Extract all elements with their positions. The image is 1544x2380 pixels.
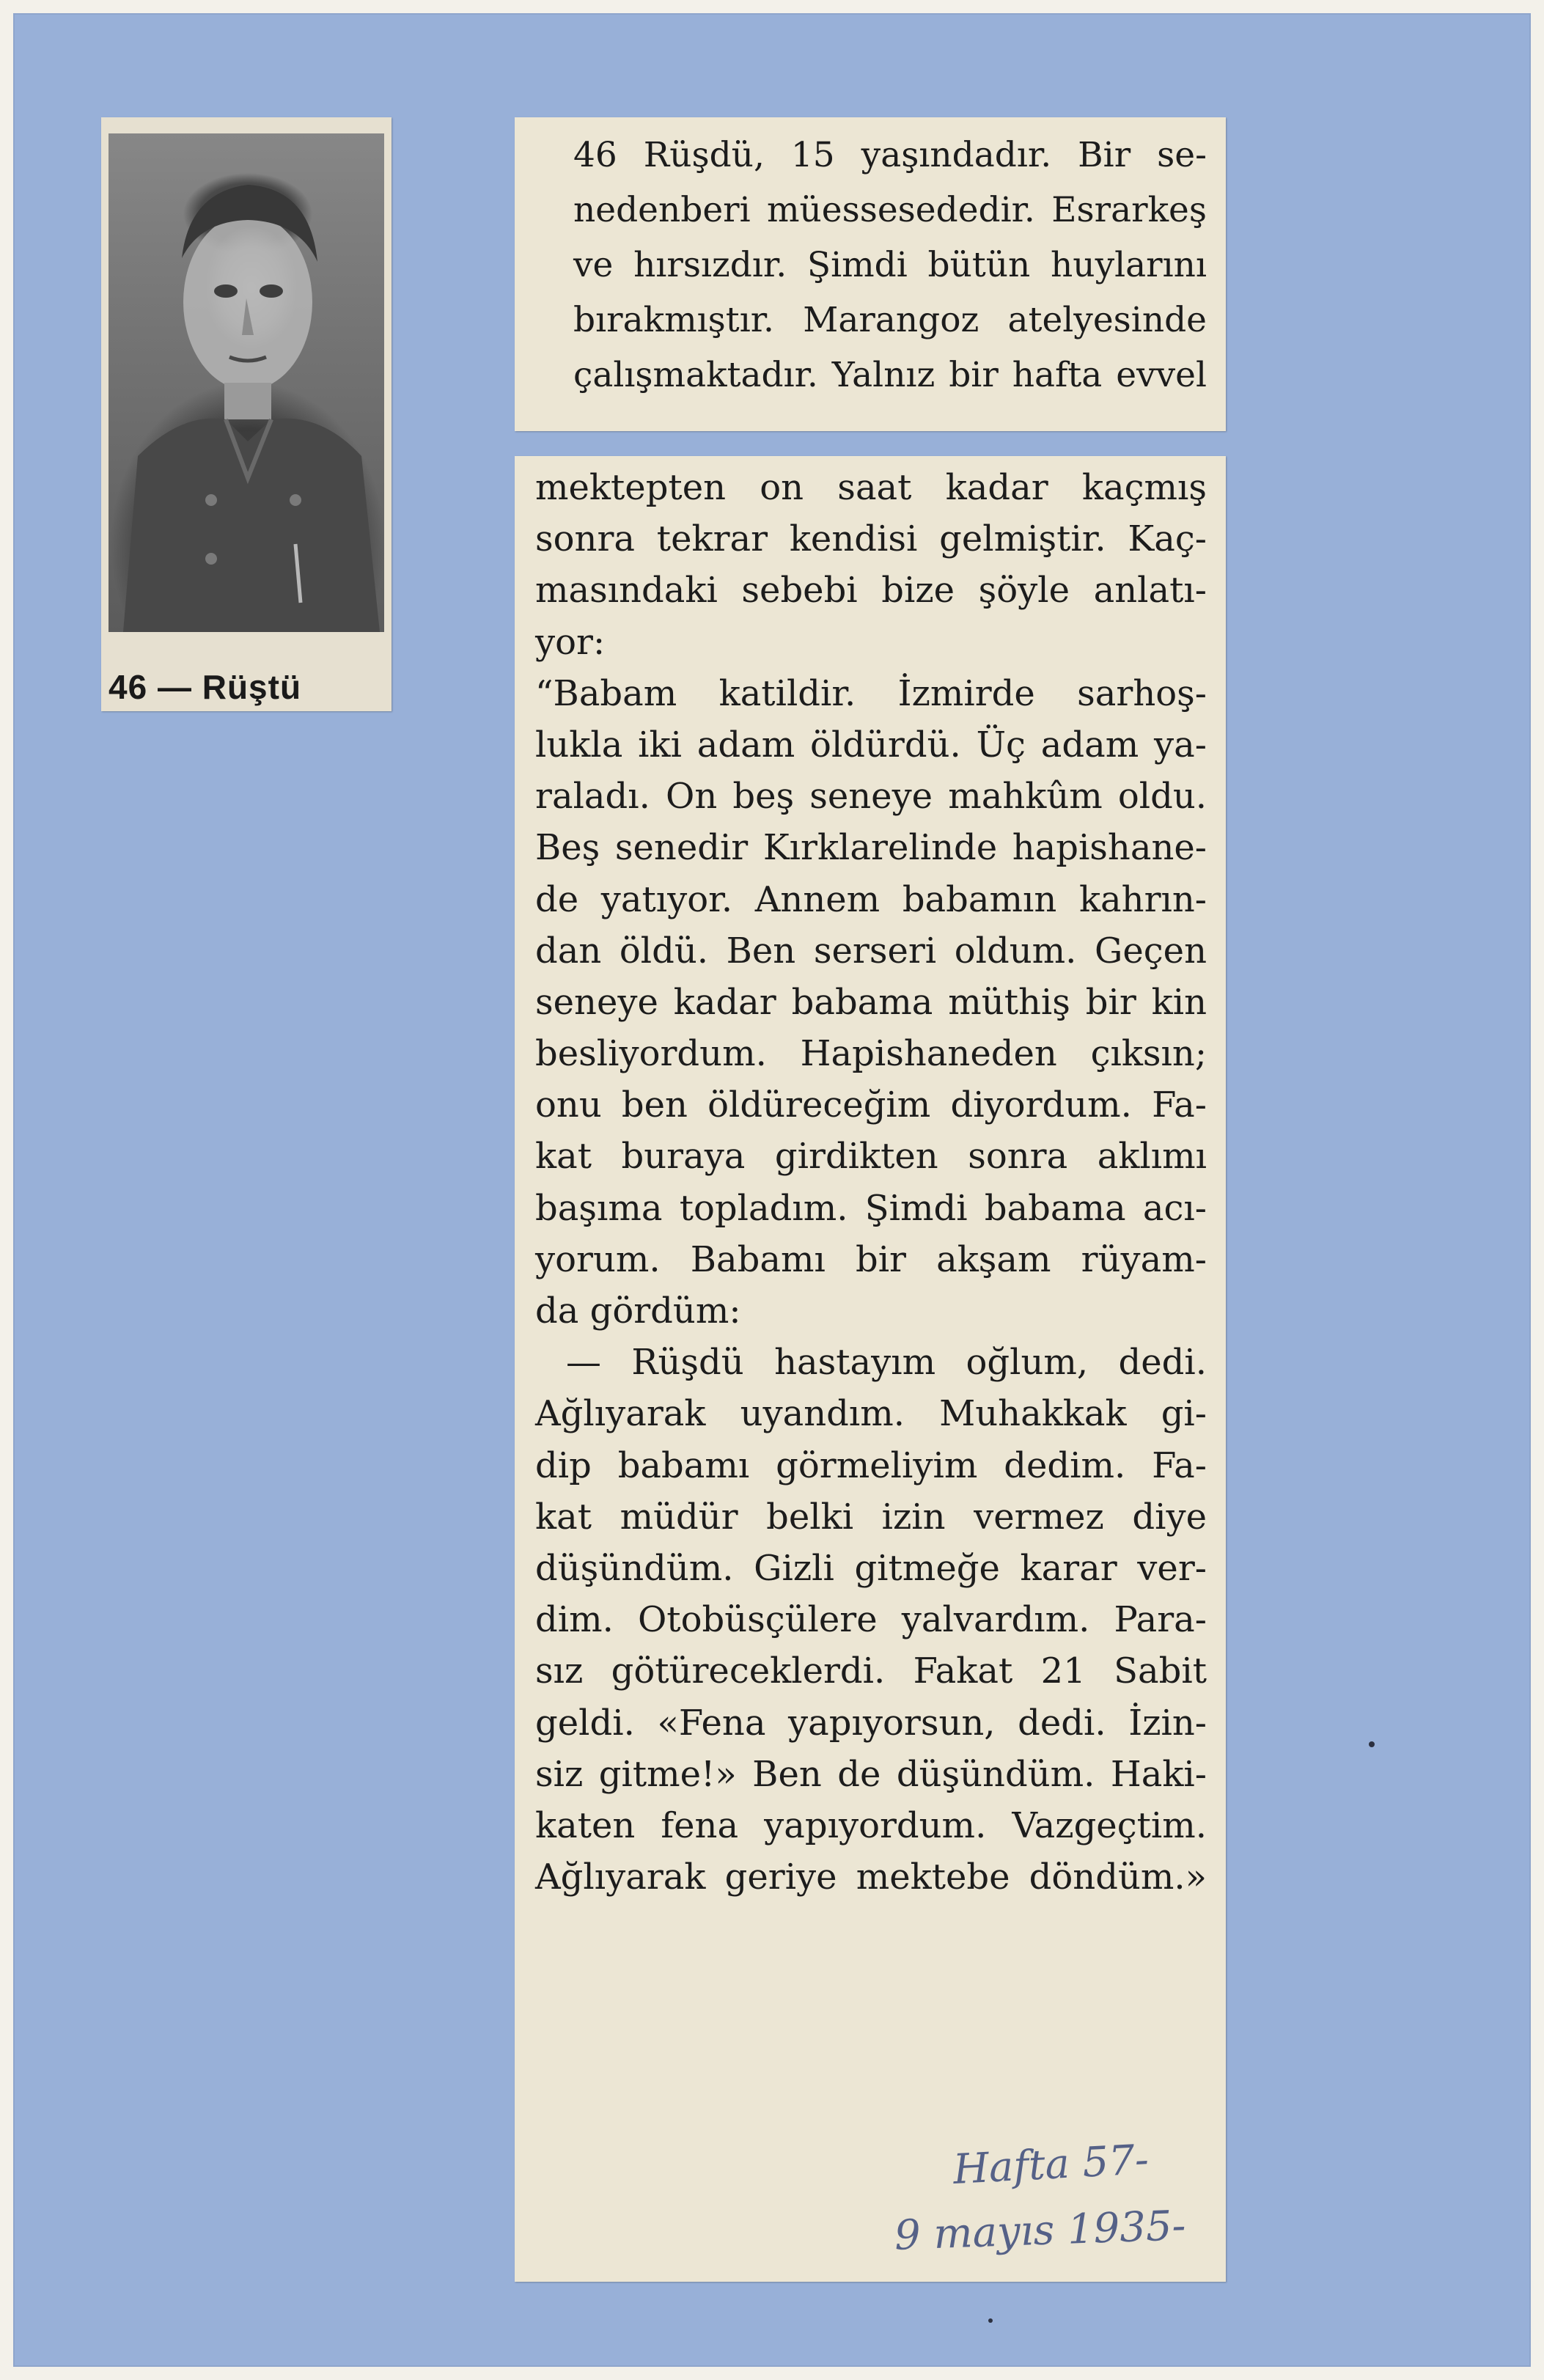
text-line: “Babam katildir. İzmirde sarhoş-: [535, 672, 1207, 714]
text-line: çalışmaktadır. Yalnız bir hafta evvel: [573, 355, 1207, 395]
text-line: düşündüm. Gizli gitmeğe karar ver-: [535, 1547, 1207, 1589]
text-line: onu ben öldüreceğim diyordum. Fa-: [535, 1084, 1207, 1126]
text-line: başıma topladım. Şimdi babama acı-: [535, 1187, 1207, 1229]
text-line: dim. Otobüsçülere yalvardım. Para-: [535, 1599, 1207, 1641]
text-line: kat buraya girdikten sonra aklımı: [535, 1136, 1207, 1178]
text-line: yor:: [535, 621, 606, 663]
text-line: de yatıyor. Annem babamın kahrın-: [535, 878, 1207, 920]
handwritten-line-2: 9 mayıs 1935-: [893, 2202, 1187, 2260]
clipping-top-text: [573, 128, 1207, 403]
ink-speck: [988, 2318, 993, 2323]
text-line: dip babamı görmeliyim dedim. Fa-: [535, 1444, 1207, 1486]
text-line: sonra tekrar kendisi gelmiştir. Kaç-: [535, 518, 1207, 560]
text-line: ve hırsızdır. Şimdi bütün huylarını: [573, 245, 1207, 285]
text-line: 46 Rüşdü, 15 yaşındadır. Bir se-: [573, 135, 1207, 175]
text-line: nedenberi müessesededir. Esrarkeş: [573, 190, 1207, 230]
text-line: siz gitme!» Ben de düşündüm. Haki-: [535, 1753, 1207, 1795]
handwritten-pencil-note: [894, 2134, 1305, 2317]
blue-mounting-board: [13, 13, 1531, 2367]
text-line: yorum. Babamı bir akşam rüyam-: [535, 1238, 1207, 1280]
text-line: da gördüm:: [535, 1290, 741, 1332]
text-line: sız götüreceklerdi. Fakat 21 Sabit: [535, 1650, 1207, 1692]
photo-caption: 46 — Rüştü: [109, 668, 302, 706]
text-line: besliyordum. Hapishaneden çıksın;: [535, 1033, 1207, 1075]
clipping-main-text: [535, 462, 1207, 1903]
text-line: raladı. On beş seneye mahkûm oldu.: [535, 776, 1207, 818]
boy-portrait-photo: [109, 133, 384, 632]
text-line: masındaki sebebi bize şöyle anlatı-: [535, 570, 1207, 611]
portrait-sketch: [109, 133, 384, 632]
text-line: katen fena yapıyordum. Vazgeçtim.: [535, 1804, 1207, 1846]
text-line: kat müdür belki izin vermez diye: [535, 1496, 1207, 1538]
text-line: geldi. «Fena yapıyorsun, dedi. İzin-: [535, 1702, 1207, 1744]
photo-clipping: [101, 117, 391, 711]
text-line: lukla iki adam öldürdü. Üç adam ya-: [535, 724, 1207, 765]
text-clipping-main: [515, 456, 1226, 2282]
text-line: Ağlıyarak uyandım. Muhakkak gi-: [535, 1393, 1207, 1435]
text-line: bırakmıştır. Marangoz atelyesinde: [573, 300, 1207, 340]
text-line: — Rüşdü hastayım oğlum, dedi.: [566, 1342, 1207, 1384]
ink-speck: [1369, 1741, 1375, 1747]
handwritten-line-1: Hafta 57-: [952, 2136, 1150, 2194]
text-line: Ağlıyarak geriye mektebe döndüm.»: [535, 1856, 1207, 1898]
text-line: Beş senedir Kırklarelinde hapishane-: [535, 827, 1207, 869]
text-line: seneye kadar babama müthiş bir kin: [535, 981, 1207, 1023]
text-line: dan öldü. Ben serseri oldum. Geçen: [535, 930, 1207, 972]
text-line: mektepten on saat kadar kaçmış: [535, 467, 1207, 508]
text-clipping-top: [515, 117, 1226, 431]
